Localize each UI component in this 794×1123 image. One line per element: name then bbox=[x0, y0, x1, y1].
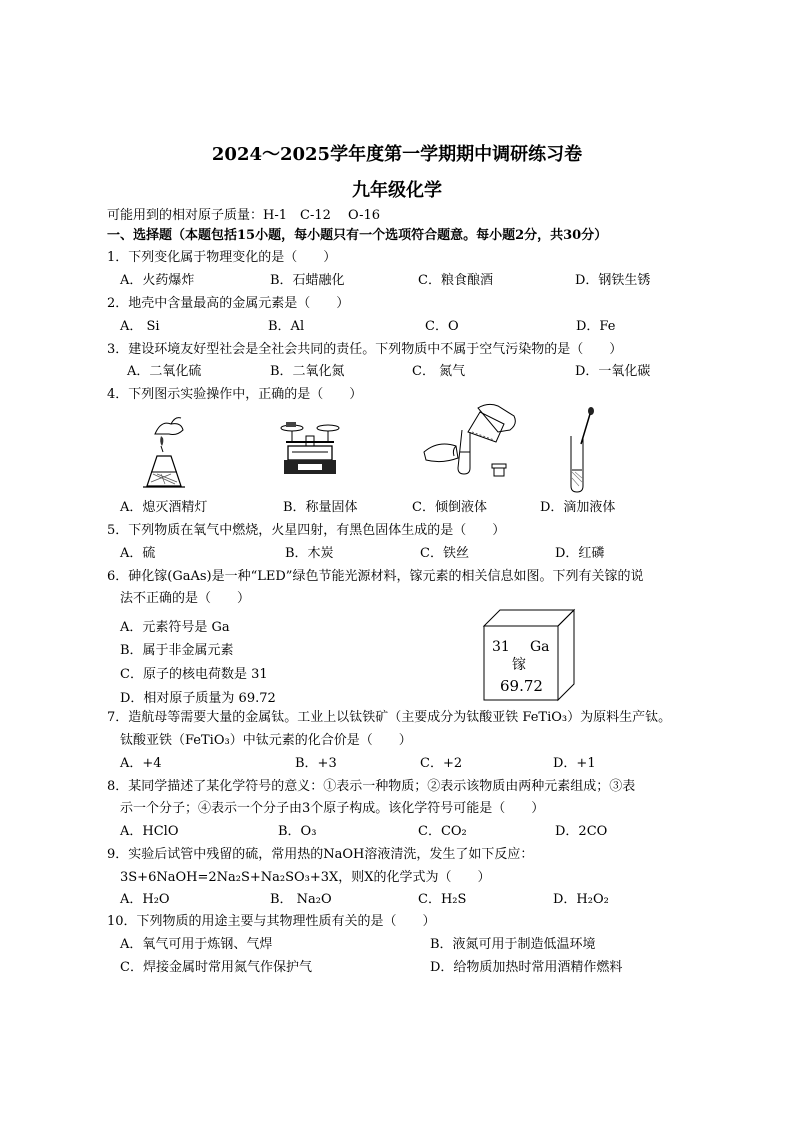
atomic-masses: 可能用到的相对原子质量：H-1 C-12 O-16 bbox=[107, 208, 381, 223]
option: D．Fe bbox=[576, 319, 616, 334]
option: A．氧气可用于炼钢、气焊 bbox=[120, 937, 273, 952]
option: B．Al bbox=[268, 319, 305, 334]
option: D．H₂O₂ bbox=[553, 892, 609, 907]
element-symbol: Ga bbox=[530, 639, 550, 655]
option: A．硫 bbox=[120, 546, 156, 561]
question-stem: 3．建设环境友好型社会是全社会共同的责任。下列物质中不属于空气污染物的是（ ） bbox=[107, 342, 623, 357]
alcohol-lamp-figure bbox=[135, 412, 195, 490]
option: D．红磷 bbox=[555, 546, 605, 561]
question-stem-continued: 法不正确的是（ ） bbox=[120, 591, 251, 606]
question-stem-continued: 示一个分子；④表示一个分子由3个原子构成。该化学符号可能是（ ） bbox=[120, 801, 545, 816]
dropper-figure bbox=[565, 406, 599, 496]
option: B．二氧化氮 bbox=[270, 364, 345, 379]
option: B．称量固体 bbox=[283, 500, 358, 515]
page-title: 2024～2025学年度第一学期期中调研练习卷 bbox=[211, 144, 583, 165]
option: B．木炭 bbox=[285, 546, 334, 561]
option: B． Na₂O bbox=[270, 892, 332, 907]
page-subtitle: 九年级化学 bbox=[352, 180, 442, 201]
pouring-liquid-figure bbox=[418, 402, 524, 486]
option: C．+2 bbox=[420, 756, 463, 771]
option: C．粮食酿酒 bbox=[418, 273, 493, 288]
question-stem: 10．下列物质的用途主要与其物理性质有关的是（ ） bbox=[107, 914, 436, 929]
option: A．熄灭酒精灯 bbox=[120, 500, 208, 515]
question-stem-continued: 3S+6NaOH=2Na₂S+Na₂SO₃+3X，则X的化学式为（ ） bbox=[120, 870, 491, 885]
option: C．原子的核电荷数是 31 bbox=[120, 667, 268, 682]
option: C．H₂S bbox=[418, 892, 467, 907]
option: A．二氧化硫 bbox=[127, 364, 202, 379]
option: C． 氮气 bbox=[412, 364, 466, 379]
atomic-mass: 69.72 bbox=[500, 677, 543, 695]
option: A．HClO bbox=[120, 824, 179, 839]
question-stem: 5．下列物质在氧气中燃烧，火星四射，有黑色固体生成的是（ ） bbox=[107, 523, 506, 538]
option: B．液氮可用于制造低温环境 bbox=[430, 937, 596, 952]
option: C．焊接金属时常用氮气作保护气 bbox=[120, 960, 312, 975]
option: D．+1 bbox=[553, 756, 596, 771]
option: A．元素符号是 Ga bbox=[120, 620, 230, 635]
question-stem-continued: 钛酸亚铁（FeTiO₃）中钛元素的化合价是（ ） bbox=[120, 733, 412, 748]
option: D．2CO bbox=[555, 824, 608, 839]
option: A．H₂O bbox=[120, 892, 170, 907]
option: C．CO₂ bbox=[418, 824, 467, 839]
option: B．O₃ bbox=[278, 824, 317, 839]
option: C．O bbox=[425, 319, 459, 334]
option: D．一氧化碳 bbox=[575, 364, 651, 379]
section-heading: 一、选择题（本题包括15小题，每小题只有一个选项符合题意。每小题2分，共30分） bbox=[107, 228, 608, 243]
option: A．+4 bbox=[120, 756, 162, 771]
atomic-number: 31 bbox=[492, 639, 510, 655]
question-stem: 9．实验后试管中残留的硫，常用热的NaOH溶液清洗，发生了如下反应： bbox=[107, 847, 534, 862]
option: A．火药爆炸 bbox=[120, 273, 195, 288]
option: D．钢铁生锈 bbox=[575, 273, 651, 288]
element-name: 镓 bbox=[512, 657, 526, 673]
question-stem: 6．砷化镓(GaAs)是一种“LED”绿色节能光源材料，镓元素的相关信息如图。下列有关镓的说 bbox=[107, 569, 644, 584]
question-stem: 8．某同学描述了某化学符号的意义：①表示一种物质；②表示该物质由两种元素组成；③表 bbox=[107, 779, 636, 794]
option: D．给物质加热时常用酒精作燃料 bbox=[430, 960, 623, 975]
question-stem: 4．下列图示实验操作中，正确的是（ ） bbox=[107, 387, 363, 402]
option: D．相对原子质量为 69.72 bbox=[120, 691, 276, 706]
question-stem: 2．地壳中含量最高的金属元素是（ ） bbox=[107, 296, 350, 311]
option: C．铁丝 bbox=[420, 546, 469, 561]
option: D．滴加液体 bbox=[540, 500, 616, 515]
option: B．属于非金属元素 bbox=[120, 643, 234, 658]
question-stem: 1．下列变化属于物理变化的是（ ） bbox=[107, 250, 337, 265]
option: B．石蜡融化 bbox=[270, 273, 345, 288]
balance-figure bbox=[278, 420, 342, 480]
option: A． Si bbox=[120, 319, 160, 334]
option: C．倾倒液体 bbox=[412, 500, 487, 515]
option: B．+3 bbox=[295, 756, 337, 771]
question-stem: 7．造航母等需要大量的金属钛。工业上以钛铁矿（主要成分为钛酸亚铁 FeTiO₃）为原料生产钛。 bbox=[107, 710, 672, 725]
